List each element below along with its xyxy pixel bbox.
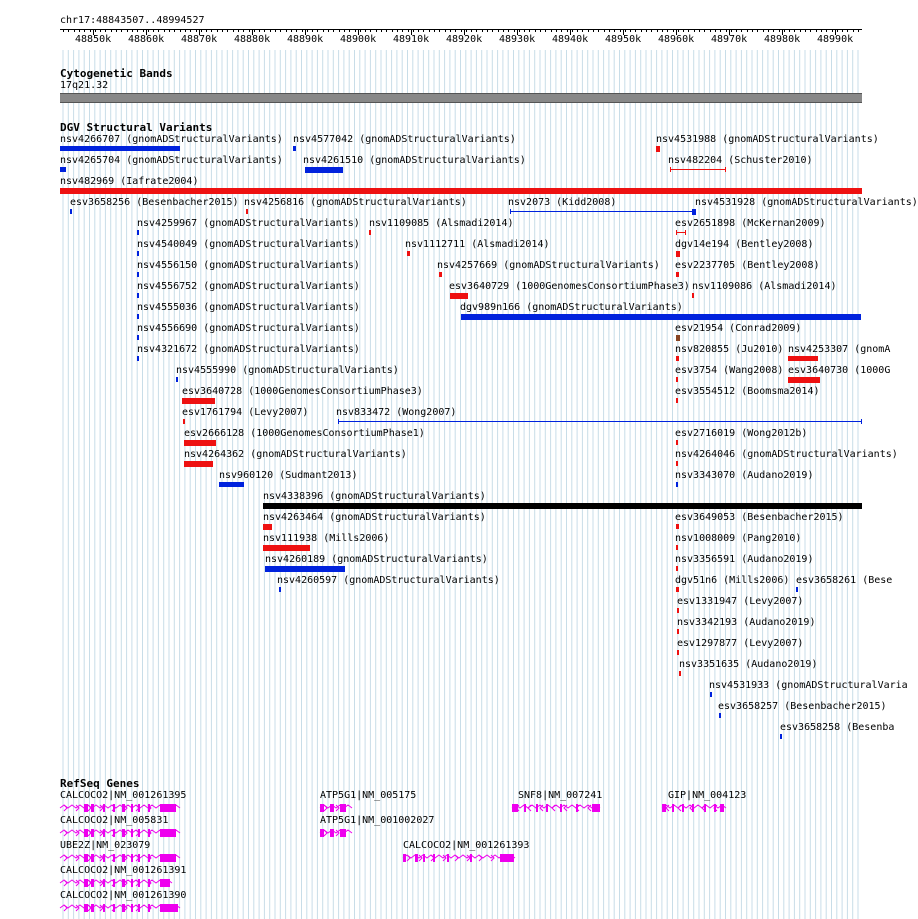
refseq-gene-label: UBE2Z|NM_023079 bbox=[60, 840, 151, 851]
dgv-feature-label: nsv482204 (Schuster2010) bbox=[668, 155, 813, 166]
dgv-feature-label: nsv4531928 (gnomADStructuralVariants) bbox=[695, 197, 918, 208]
dgv-feature-label: dgv51n6 (Mills2006) bbox=[675, 575, 790, 586]
dgv-feature-label: dgv14e194 (Bentley2008) bbox=[675, 239, 814, 250]
dgv-feature-label: esv3640730 (1000G bbox=[788, 365, 891, 376]
dgv-feature-label: nsv4264362 (gnomADStructuralVariants) bbox=[184, 449, 407, 460]
strand-forward-icon bbox=[479, 855, 482, 861]
refseq-gene-label: ATP5G1|NM_005175 bbox=[320, 790, 417, 801]
dgv-feature-label: nsv4556690 (gnomADStructuralVariants) bbox=[137, 323, 360, 334]
strand-forward-icon bbox=[64, 830, 67, 836]
dgv-feature-label: nsv833472 (Wong2007) bbox=[336, 407, 457, 418]
dgv-feature-label: nsv4531933 (gnomADStructuralVaria bbox=[709, 680, 908, 691]
ruler-tick-label: 48900k bbox=[340, 34, 377, 45]
refseq-gene-label: GIP|NM_004123 bbox=[668, 790, 747, 801]
ruler-tick-label: 48980k bbox=[764, 34, 801, 45]
ruler-tick-label: 48970k bbox=[711, 34, 748, 45]
refseq-exon bbox=[330, 804, 334, 812]
refseq-exon bbox=[560, 804, 562, 812]
dgv-feature-label: nsv4260189 (gnomADStructuralVariants) bbox=[265, 554, 488, 565]
dgv-feature-label: nsv111938 (Mills2006) bbox=[263, 533, 390, 544]
strand-forward-icon bbox=[88, 855, 91, 861]
refseq-gene-model bbox=[58, 877, 172, 889]
refseq-gene-model bbox=[58, 852, 178, 864]
refseq-gene-label: CALCOCO2|NM_005831 bbox=[60, 815, 169, 826]
ruler-tick-label: 48930k bbox=[499, 34, 536, 45]
dgv-feature-label: nsv4556752 (gnomADStructuralVariants) bbox=[137, 281, 360, 292]
strand-forward-icon bbox=[88, 905, 91, 911]
dgv-feature-label: dgv989n166 (gnomADStructuralVariants) bbox=[460, 302, 683, 313]
dgv-feature-label: nsv1109086 (Alsmadi2014) bbox=[692, 281, 837, 292]
dgv-feature-label: nsv3343070 (Audano2019) bbox=[675, 470, 814, 481]
refseq-exon bbox=[320, 804, 324, 812]
dgv-feature-label: nsv820855 (Ju2010) bbox=[675, 344, 784, 355]
strand-forward-icon bbox=[88, 805, 91, 811]
refseq-gene-label: CALCOCO2|NM_001261393 bbox=[403, 840, 530, 851]
dgv-feature-label: nsv1008009 (Pang2010) bbox=[675, 533, 802, 544]
strand-forward-icon bbox=[455, 855, 458, 861]
dgv-feature-label: nsv3351635 (Audano2019) bbox=[679, 659, 818, 670]
ruler-tick-label: 48920k bbox=[446, 34, 483, 45]
ruler-tick-label: 48950k bbox=[605, 34, 642, 45]
dgv-feature-label: esv2716019 (Wong2012b) bbox=[675, 428, 808, 439]
refseq-exon bbox=[84, 879, 88, 887]
dgv-feature-label: nsv482969 (Iafrate2004) bbox=[60, 176, 199, 187]
dgv-feature-label: esv1331947 (Levy2007) bbox=[677, 596, 804, 607]
dgv-feature-label: nsv4257669 (gnomADStructuralVariants) bbox=[437, 260, 660, 271]
refseq-track-title: RefSeq Genes bbox=[60, 777, 140, 790]
dgv-feature-label: esv1761794 (Levy2007) bbox=[182, 407, 309, 418]
refseq-exon bbox=[672, 804, 674, 812]
dgv-feature-label: esv3640728 (1000GenomesConsortiumPhase3) bbox=[182, 386, 423, 397]
dgv-feature-label: esv3554512 (Boomsma2014) bbox=[675, 386, 820, 397]
refseq-gene-model bbox=[58, 802, 178, 814]
strand-forward-icon bbox=[64, 805, 67, 811]
refseq-exon bbox=[131, 829, 133, 837]
strand-forward-icon bbox=[88, 880, 91, 886]
refseq-gene-label: CALCOCO2|NM_001261395 bbox=[60, 790, 187, 801]
ruler-tick-label: 48860k bbox=[128, 34, 165, 45]
refseq-gene-label: CALCOCO2|NM_001261391 bbox=[60, 865, 187, 876]
refseq-gene-model bbox=[401, 852, 515, 864]
refseq-gene-model bbox=[58, 827, 178, 839]
strand-forward-icon bbox=[64, 880, 67, 886]
refseq-exon bbox=[84, 829, 88, 837]
dgv-feature-label: nsv4263464 (gnomADStructuralVariants) bbox=[263, 512, 486, 523]
refseq-exon bbox=[546, 804, 548, 812]
dgv-feature-label: nsv4338396 (gnomADStructuralVariants) bbox=[263, 491, 486, 502]
strand-reverse-icon bbox=[552, 805, 555, 811]
dgv-feature-label: nsv4321672 (gnomADStructuralVariants) bbox=[137, 344, 360, 355]
refseq-exon bbox=[403, 854, 406, 862]
refseq-exon bbox=[131, 904, 133, 912]
ruler-tick-label: 48880k bbox=[234, 34, 271, 45]
refseq-exon bbox=[320, 829, 324, 837]
refseq-gene-model bbox=[510, 802, 602, 814]
refseq-exon bbox=[84, 804, 88, 812]
dgv-feature-label: esv1297877 (Levy2007) bbox=[677, 638, 804, 649]
strand-forward-icon bbox=[64, 905, 67, 911]
ruler-tick-label: 48850k bbox=[75, 34, 112, 45]
strand-reverse-icon bbox=[528, 805, 531, 811]
dgv-feature-label: nsv4253307 (gnomA bbox=[788, 344, 891, 355]
ruler-tick-label: 48960k bbox=[658, 34, 695, 45]
dgv-feature-label: nsv4266707 (gnomADStructuralVariants) bbox=[60, 134, 283, 145]
dgv-feature-label: nsv4256816 (gnomADStructuralVariants) bbox=[244, 197, 467, 208]
refseq-exon bbox=[340, 804, 346, 812]
refseq-exon bbox=[524, 804, 526, 812]
cytoband-track-title: Cytogenetic Bands bbox=[60, 67, 173, 80]
refseq-exon bbox=[84, 904, 88, 912]
dgv-feature-label: esv3658257 (Besenbacher2015) bbox=[718, 701, 887, 712]
dgv-feature-label: esv3658261 (Bese bbox=[796, 575, 893, 586]
refseq-gene-label: SNF8|NM_007241 bbox=[518, 790, 603, 801]
dgv-track-title: DGV Structural Variants bbox=[60, 121, 213, 134]
strand-forward-icon bbox=[324, 805, 327, 811]
refseq-exon bbox=[131, 804, 133, 812]
dgv-feature-label: nsv4577042 (gnomADStructuralVariants) bbox=[293, 134, 516, 145]
refseq-exon bbox=[84, 854, 88, 862]
refseq-exon bbox=[415, 854, 418, 862]
refseq-gene-model bbox=[318, 827, 348, 839]
dgv-feature-label: nsv1112711 (Alsmadi2014) bbox=[405, 239, 550, 250]
strand-reverse-icon bbox=[678, 805, 681, 811]
refseq-exon bbox=[682, 804, 684, 812]
ruler-tick-label: 48870k bbox=[181, 34, 218, 45]
ruler-tick-label: 48940k bbox=[552, 34, 589, 45]
dgv-feature-label: esv2237705 (Bentley2008) bbox=[675, 260, 820, 271]
refseq-gene-model bbox=[660, 802, 726, 814]
refseq-exon bbox=[536, 804, 538, 812]
dgv-feature-label: esv21954 (Conrad2009) bbox=[675, 323, 802, 334]
dgv-feature-label: esv2651898 (McKernan2009) bbox=[675, 218, 826, 229]
dgv-feature-label: nsv1109085 (Alsmadi2014) bbox=[369, 218, 514, 229]
refseq-exon bbox=[512, 804, 518, 812]
dgv-feature-label: nsv4260597 (gnomADStructuralVariants) bbox=[277, 575, 500, 586]
dgv-feature-label: nsv3356591 (Audano2019) bbox=[675, 554, 814, 565]
dgv-feature-label: nsv4261510 (gnomADStructuralVariants) bbox=[303, 155, 526, 166]
strand-forward-icon bbox=[324, 830, 327, 836]
dgv-feature-label: nsv960120 (Sudmant2013) bbox=[219, 470, 358, 481]
dgv-feature-label: nsv4555990 (gnomADStructuralVariants) bbox=[176, 365, 399, 376]
dgv-feature-label: esv3640729 (1000GenomesConsortiumPhase3) bbox=[449, 281, 690, 292]
dgv-feature-label: esv3754 (Wang2008) bbox=[675, 365, 784, 376]
refseq-exon bbox=[160, 879, 170, 887]
ruler-tick-label: 48890k bbox=[287, 34, 324, 45]
strand-forward-icon bbox=[407, 855, 410, 861]
dgv-feature-label: esv2666128 (1000GenomesConsortiumPhase1) bbox=[184, 428, 425, 439]
refseq-exon bbox=[500, 854, 514, 862]
refseq-gene-model bbox=[318, 802, 348, 814]
refseq-exon bbox=[592, 804, 600, 812]
refseq-exon bbox=[447, 854, 449, 862]
refseq-exon bbox=[131, 879, 133, 887]
refseq-exon bbox=[423, 854, 425, 862]
refseq-exon bbox=[720, 804, 724, 812]
dgv-feature-label: nsv4531988 (gnomADStructuralVariants) bbox=[656, 134, 879, 145]
dgv-feature-label: nsv3342193 (Audano2019) bbox=[677, 617, 816, 628]
cytoband-label: 17q21.32 bbox=[60, 80, 109, 91]
dgv-feature-label: esv3658256 (Besenbacher2015) bbox=[70, 197, 239, 208]
refseq-exon bbox=[330, 829, 334, 837]
refseq-gene-model bbox=[58, 902, 180, 914]
dgv-feature-label: nsv4540049 (gnomADStructuralVariants) bbox=[137, 239, 360, 250]
ruler-tick-label: 48910k bbox=[393, 34, 430, 45]
dgv-feature-label: nsv4264046 (gnomADStructuralVariants) bbox=[675, 449, 898, 460]
refseq-exon bbox=[131, 854, 133, 862]
strand-forward-icon bbox=[64, 855, 67, 861]
dgv-feature-label: esv3658258 (Besenba bbox=[780, 722, 895, 733]
dgv-feature-label: nsv4259967 (gnomADStructuralVariants) bbox=[137, 218, 360, 229]
dgv-feature-label: nsv4555036 (gnomADStructuralVariants) bbox=[137, 302, 360, 313]
refseq-gene-label: ATP5G1|NM_001002027 bbox=[320, 815, 435, 826]
dgv-feature-label: nsv2073 (Kidd2008) bbox=[508, 197, 617, 208]
refseq-gene-label: CALCOCO2|NM_001261390 bbox=[60, 890, 187, 901]
region-label: chr17:48843507..48994527 bbox=[60, 15, 205, 26]
ruler-tick-label: 48990k bbox=[817, 34, 854, 45]
dgv-feature-label: nsv4265704 (gnomADStructuralVariants) bbox=[60, 155, 283, 166]
strand-forward-icon bbox=[88, 830, 91, 836]
dgv-feature-label: nsv4556150 (gnomADStructuralVariants) bbox=[137, 260, 360, 271]
dgv-feature-label: esv3649053 (Besenbacher2015) bbox=[675, 512, 844, 523]
refseq-exon bbox=[340, 829, 346, 837]
